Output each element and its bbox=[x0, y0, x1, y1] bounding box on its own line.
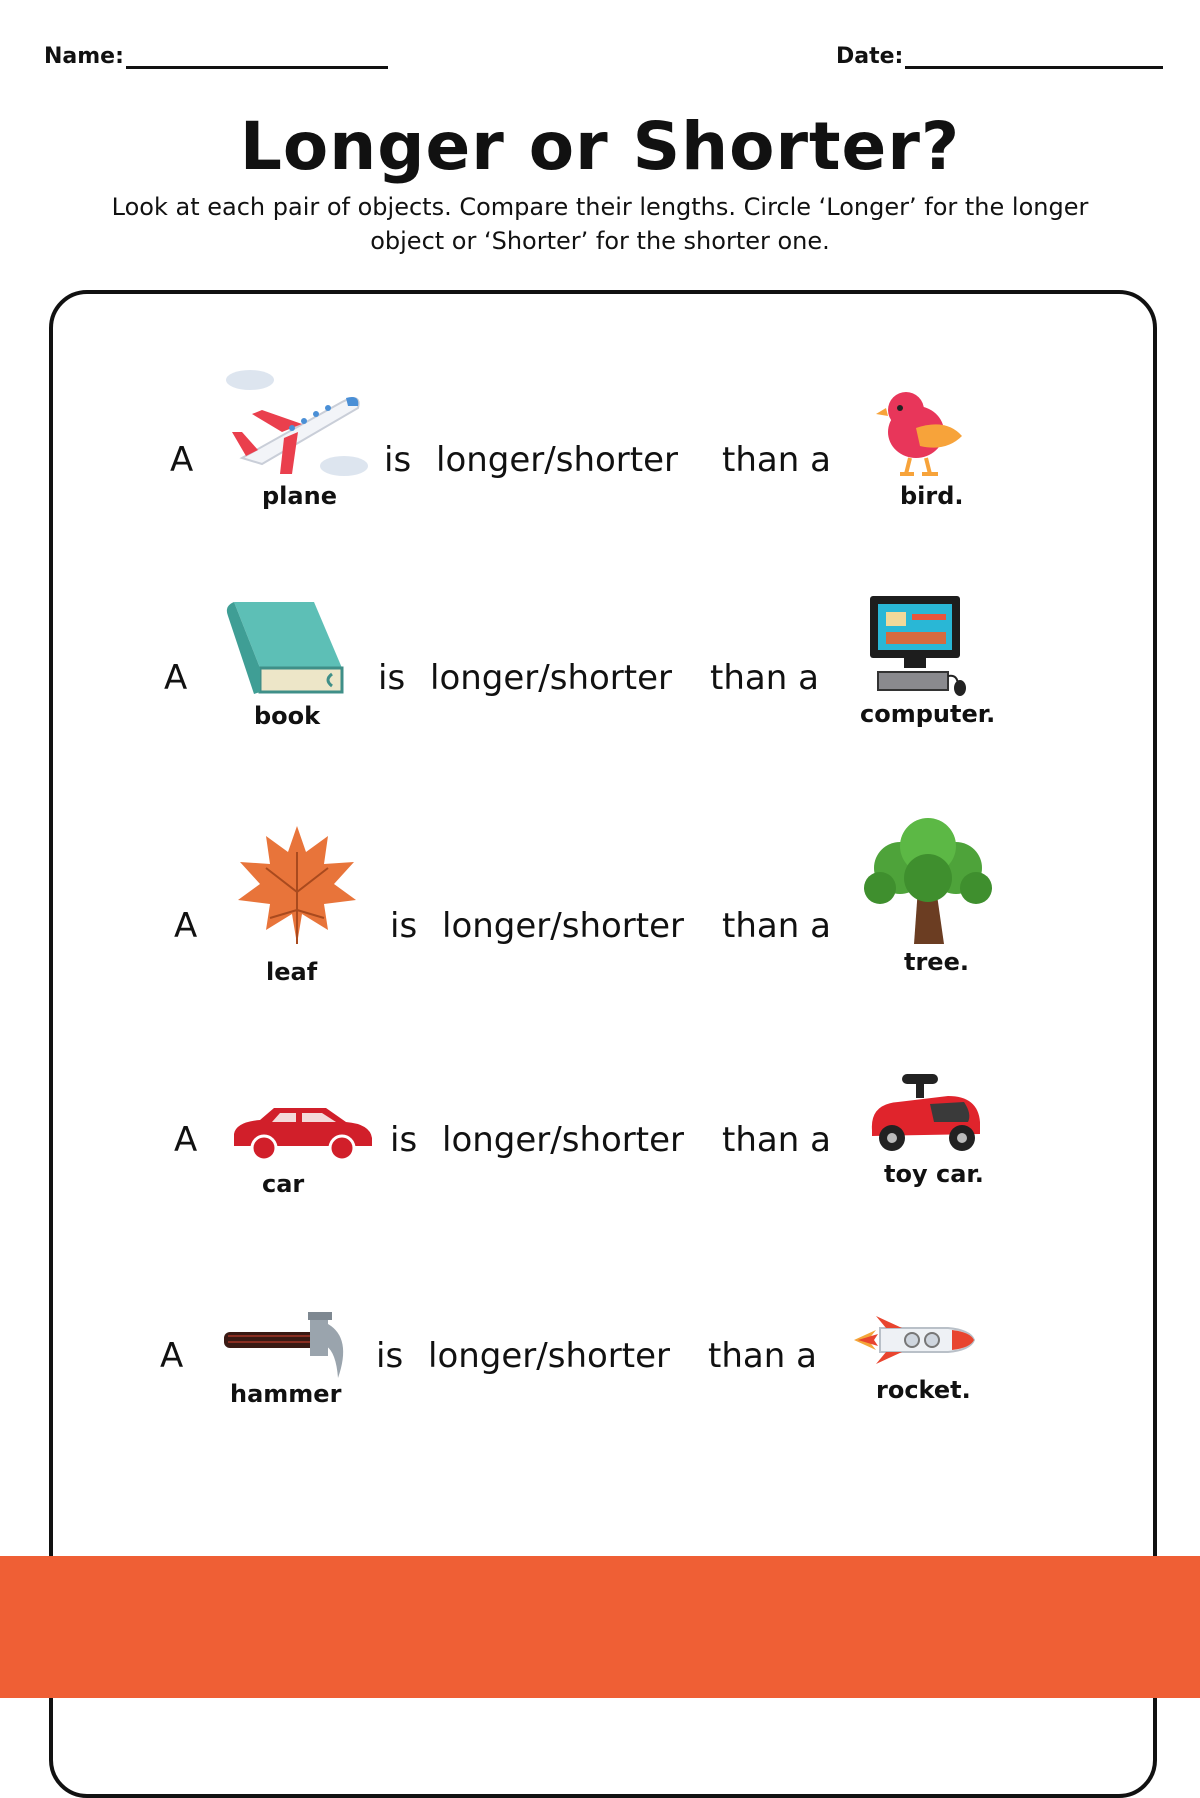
period: . bbox=[961, 1376, 971, 1404]
than-a: than a bbox=[722, 1120, 831, 1160]
right-object-text: tree bbox=[904, 948, 960, 976]
article-a: A bbox=[170, 440, 194, 480]
is-word: is bbox=[390, 1120, 418, 1160]
tree-icon bbox=[860, 818, 996, 948]
than-a: than a bbox=[708, 1336, 817, 1376]
longer-shorter-choice[interactable]: longer/shorter bbox=[436, 440, 679, 480]
than-a: than a bbox=[710, 658, 819, 698]
right-object-label bbox=[876, 1376, 971, 1404]
footer-band bbox=[0, 1556, 1200, 1698]
left-object-label: car bbox=[262, 1170, 305, 1198]
article-a: A bbox=[160, 1336, 184, 1376]
computer-icon bbox=[866, 594, 966, 696]
left-object-label: leaf bbox=[266, 958, 318, 986]
toy-car-icon bbox=[868, 1074, 984, 1156]
article-a: A bbox=[164, 658, 188, 698]
leaf-icon bbox=[232, 822, 362, 950]
article-a: A bbox=[174, 906, 198, 946]
name-label: Name: bbox=[44, 44, 124, 69]
rocket-icon bbox=[854, 1314, 976, 1366]
article-a: A bbox=[174, 1120, 198, 1160]
date-label: Date: bbox=[836, 44, 904, 69]
car-icon bbox=[230, 1104, 374, 1162]
worksheet-title: Longer or Shorter? bbox=[239, 108, 961, 185]
right-object-text: bird bbox=[900, 482, 955, 510]
hammer-icon bbox=[222, 1312, 352, 1382]
date-field[interactable] bbox=[836, 44, 1163, 69]
right-object-text: computer bbox=[860, 700, 987, 728]
date-line[interactable] bbox=[905, 44, 1163, 69]
book-icon bbox=[224, 596, 350, 698]
left-object-label: hammer bbox=[230, 1380, 342, 1408]
period: . bbox=[959, 948, 969, 976]
name-field[interactable] bbox=[44, 44, 388, 69]
bird-icon bbox=[876, 388, 968, 480]
right-object-text: toy car bbox=[884, 1160, 975, 1188]
right-object-text: rocket bbox=[876, 1376, 962, 1404]
is-word: is bbox=[378, 658, 406, 698]
left-object-label: book bbox=[254, 702, 321, 730]
longer-shorter-choice[interactable]: longer/shorter bbox=[428, 1336, 671, 1376]
right-object-label bbox=[904, 948, 969, 976]
period: . bbox=[986, 700, 996, 728]
right-object-label bbox=[884, 1160, 984, 1188]
than-a: than a bbox=[722, 440, 831, 480]
right-object-label bbox=[900, 482, 964, 510]
is-word: is bbox=[390, 906, 418, 946]
than-a: than a bbox=[722, 906, 831, 946]
right-object-label bbox=[860, 700, 995, 728]
longer-shorter-choice[interactable]: longer/shorter bbox=[430, 658, 673, 698]
longer-shorter-choice[interactable]: longer/shorter bbox=[442, 906, 685, 946]
longer-shorter-choice[interactable]: longer/shorter bbox=[442, 1120, 685, 1160]
plane-icon bbox=[222, 362, 372, 482]
instructions: Look at each pair of objects. Compare their lengths. Circle ‘Longer’ for the longer object or ‘Shorter’ for the shorter one. bbox=[111, 193, 1089, 255]
period: . bbox=[954, 482, 964, 510]
is-word: is bbox=[384, 440, 412, 480]
left-object-label: plane bbox=[262, 482, 337, 510]
is-word: is bbox=[376, 1336, 404, 1376]
name-line[interactable] bbox=[126, 44, 388, 69]
period: . bbox=[974, 1160, 984, 1188]
